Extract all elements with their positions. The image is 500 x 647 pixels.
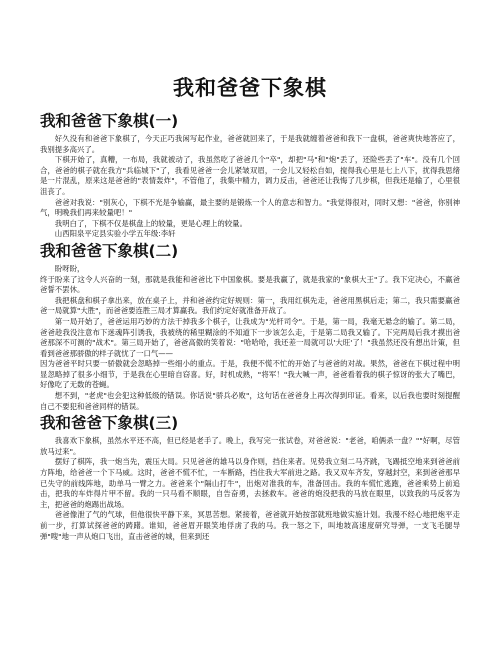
paragraph: 我明白了，下棋不仅是棋盘上的较量，更是心理上的较量。	[54, 218, 247, 228]
paragraph: 爸爸对我说："别灰心，下棋不光是争输赢，最主要的是锻炼一个人的意志和智力。"我觉得很对，同时又想："爸爸，你别神气，明晚我们再来较量吧！"	[40, 197, 460, 218]
document-title: 我和爸爸下象棋	[173, 76, 327, 100]
paragraph: 因为爸爸平时只要一骄傲就会忽略掉一些细小的重点。于是，我便不慌不忙的开始了与爸爸的对战。果然，爸爸在下棋过程中明显忽略掉了很多小细节，于是我在心里暗自窃喜。好，时机成熟，"将军！"我大喊一声，爸爸看着我的棋子惊讶的张大了嘴巴，好像吃了无数的苍蝇。	[40, 359, 460, 390]
paragraph: 摆好了棋阵，我一炮当先，震压大局。只见爸爸的雄马以身作则，挡住来者。见势我立刻二马齐跳，飞踢抵空地来到爸爸前方阵地，给爸爸一个下马威。这时，爸爸不慌不忙，一车断路，挡住我大军前进之路。我又双车齐发，穿越封空，来到爸爸那早已失守的前线阵地，助单马一臂之力。爸爸来个"隔山打牛"，出炮对准我的车，准备回击。我的车慌忙逃跑，爸爸乘势上前追击，把我的车炸得片甲不留。我的一只马看不顺眼，自告奋勇，去拯救车。爸爸的炮没把我的马放在眼里，以致我的马反客为主，把爸爸的炮踢出战场。	[40, 457, 460, 509]
section-heading: 我和爸爸下象棋(一)	[40, 112, 179, 130]
paragraph: 想不到，"老虎"也会犯这种低级的错误。你话说"骄兵必败"，这句话在爸爸身上再次得到印证。看来，以后我也要时刻提醒自己不要犯和爸爸同样的错误。	[40, 391, 460, 411]
author-line: 山西阳泉平定县实验小学五年级:李轩	[54, 229, 176, 239]
paragraph: 第一局开始了，爸爸运用巧妙的方法干掉我多个棋子，让我成为"光杆司令"。于是，第一局，我毫无悬念的输了。第二局，爸爸趁我没注意布下迷魂阵引诱我，我被绕的稀里糊涂的不知道下一步该怎么走，于是第二局我又输了。下完两局后我才摸出爸爸那深不可测的"战术"。第三局开始了，爸爸高傲的笑着说："哈哈哈，我还差一局就可以'大旺'了！"我虽然还没有想出计策，但看到爸爸那骄傲的样子就忧了一口气——	[40, 316, 460, 358]
paragraph: 好久没有和爸爸下象棋了，今天正巧我闲写起作业，爸爸就回来了，于是我就缠着爸爸和我下一盘棋，爸爸爽快地答应了，我别提多高兴了。	[40, 134, 460, 154]
paragraph: 终于盼来了这令人兴奋的一刻，那就是我能和爸爸比下中国象棋。要是我赢了，就是我家的"象棋大王"了。我下定决心，不赢爸爸誓不罢休。	[40, 274, 460, 295]
paragraph: 我喜欢下象棋，虽然水平还不高，但已经是老手了。晚上，我写完一张试卷，对爸爸说："老爸，咱俩杀一盘？""好啊，尽管放马过来"。	[40, 436, 460, 456]
section-heading: 我和爸爸下象棋(三)	[40, 414, 179, 433]
essay-section-3	[40, 414, 460, 542]
essay-section-2	[40, 242, 460, 412]
paragraph: 下棋开始了，真糟，一布局，我就被动了，我虽然吃了爸爸几个"卒"，却把"马"和"炮"丢了，还险些丢了"车"。没有几个回合，爸爸的棋子就在我方"兵临城下"了，我看见爸爸一会儿紧皱双眉，一会儿又轻松自如，搅得我心里是七上八下，扰得我思绪是一片混乱，原来这是爸爸的"表情轰炸"，不管他了，我集中精力，调力反击，爸爸还让我悔了几步棋，但我还是输了，心里很沮丧了。	[40, 155, 460, 196]
paragraph: 我把棋盘和棋子拿出来，放在桌子上，并和爸爸约定好规则：第一，我用红棋先走，爸爸用黑棋后走；第二，我只需要赢爸爸一局就算"大胜"，而爸爸要连胜三局才算赢我。我们约定好就准备开战了。	[40, 295, 460, 316]
paragraph: 爸爸像泄了气的气球，但他很快平静下来，冥思苦想。紧接着，爸爸就开始按部就班地做实施计划。我漫不经心地把炮平走前一步，打算试探爸爸的踌躇。谁知，爸爸眉开眼笑地俘虏了我的马。我一怒之下，叫地坡高速度研究导弹，一支飞毛腿导弹"嗖"地一声从炮口飞出，直击爸爸的城，但来到还	[40, 510, 460, 541]
section-heading: 我和爸爸下象棋(二)	[40, 241, 179, 260]
paragraph: 盼呀盼，	[54, 263, 85, 273]
essay-section-1	[40, 112, 460, 240]
